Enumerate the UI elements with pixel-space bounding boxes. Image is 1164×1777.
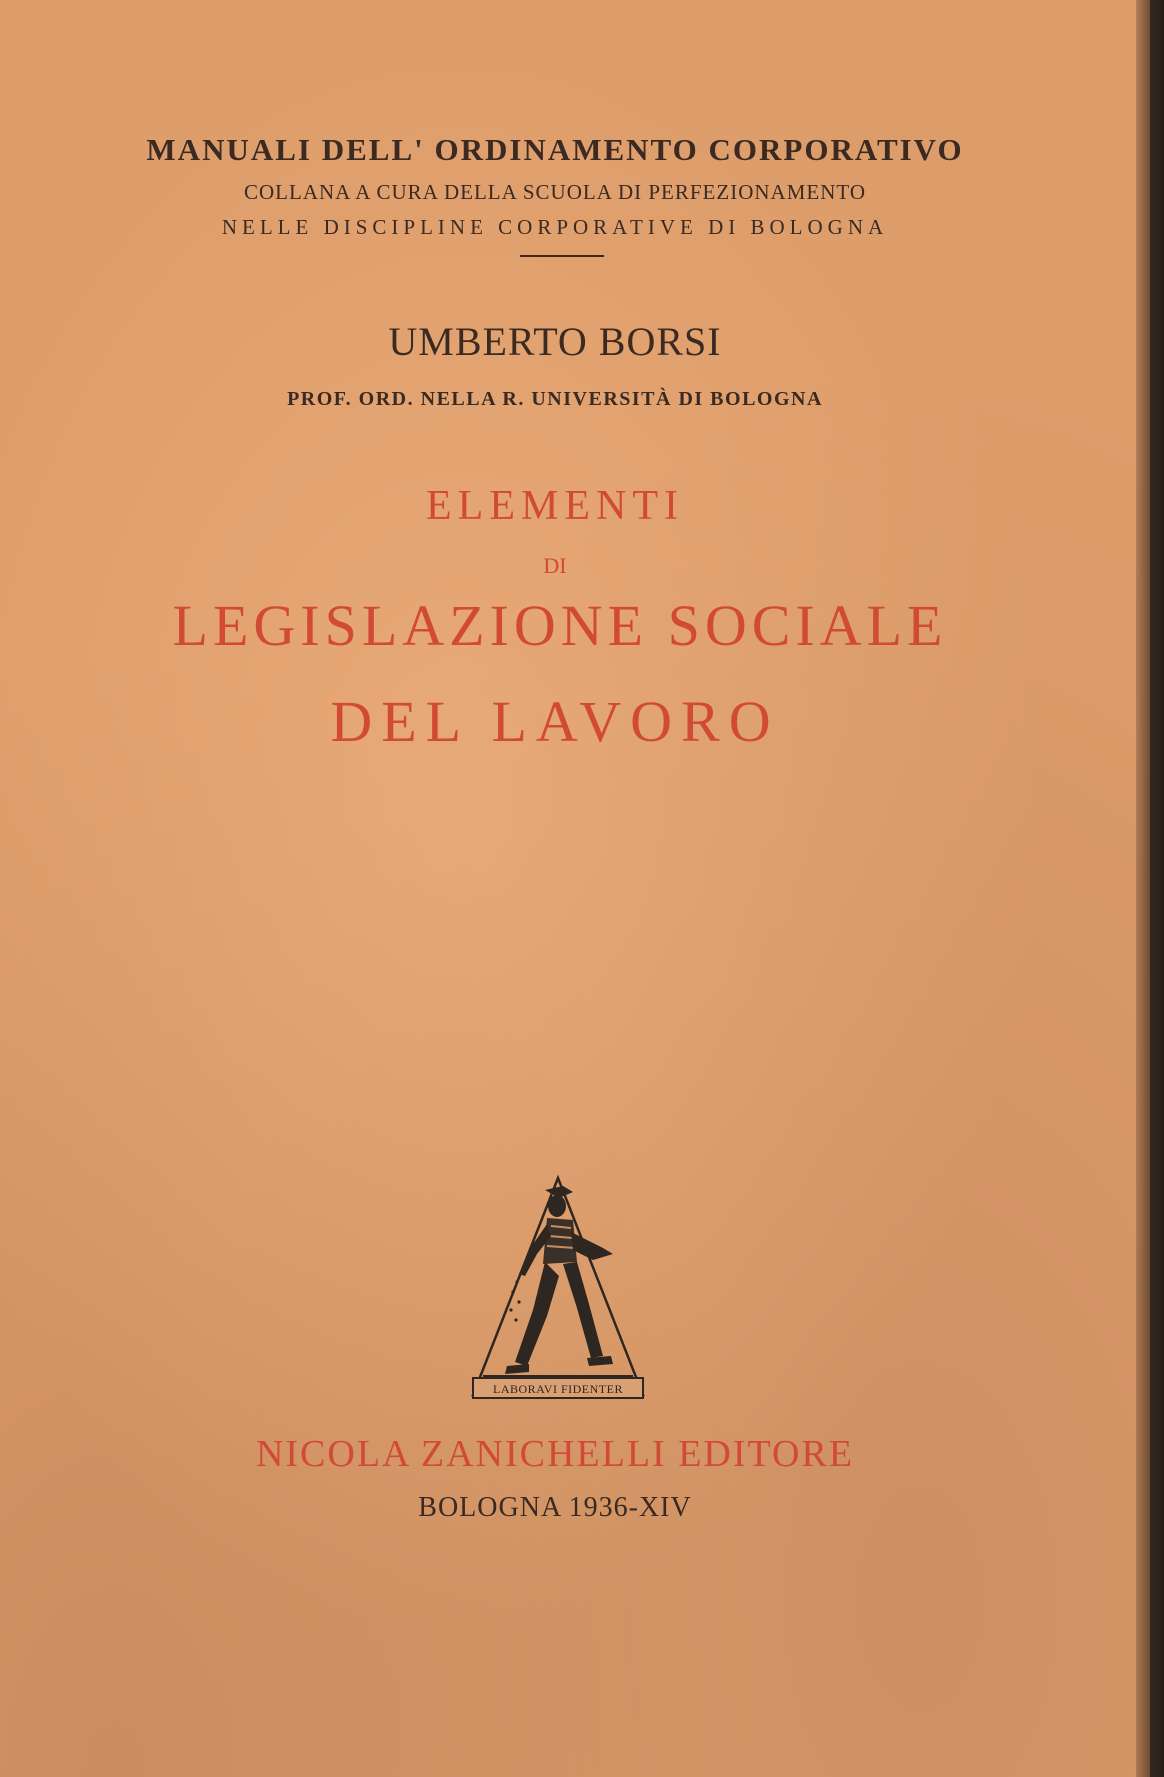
book-title-line2: DI — [543, 553, 567, 578]
author-position: PROF. ORD. NELLA R. UNIVERSITÀ DI BOLOGNA — [287, 388, 823, 410]
book-title-line4: DEL LAVORO — [330, 689, 780, 754]
series-subtitle-line1: COLLANA A CURA DELLA SCUOLA DI PERFEZIONAMENTO — [244, 180, 866, 204]
author-name: UMBERTO BORSI — [388, 319, 722, 364]
publisher-name: NICOLA ZANICHELLI EDITORE — [255, 1433, 855, 1475]
cover-edge-shadow — [1136, 0, 1164, 1777]
series-title: MANUALI DELL' ORDINAMENTO CORPORATIVO — [146, 132, 964, 167]
divider-rule — [520, 255, 604, 257]
series-subtitle-line2: NELLE DISCIPLINE CORPORATIVE DI BOLOGNA — [221, 215, 889, 239]
book-title-line1: ELEMENTI — [426, 483, 684, 529]
book-title-line3: LEGISLAZIONE SOCIALE — [172, 593, 948, 658]
publication-place-date: BOLOGNA 1936-XIV — [418, 1492, 692, 1523]
emblem-motto: LABORAVI FIDENTER — [493, 1382, 623, 1396]
sower-icon — [463, 1170, 653, 1410]
